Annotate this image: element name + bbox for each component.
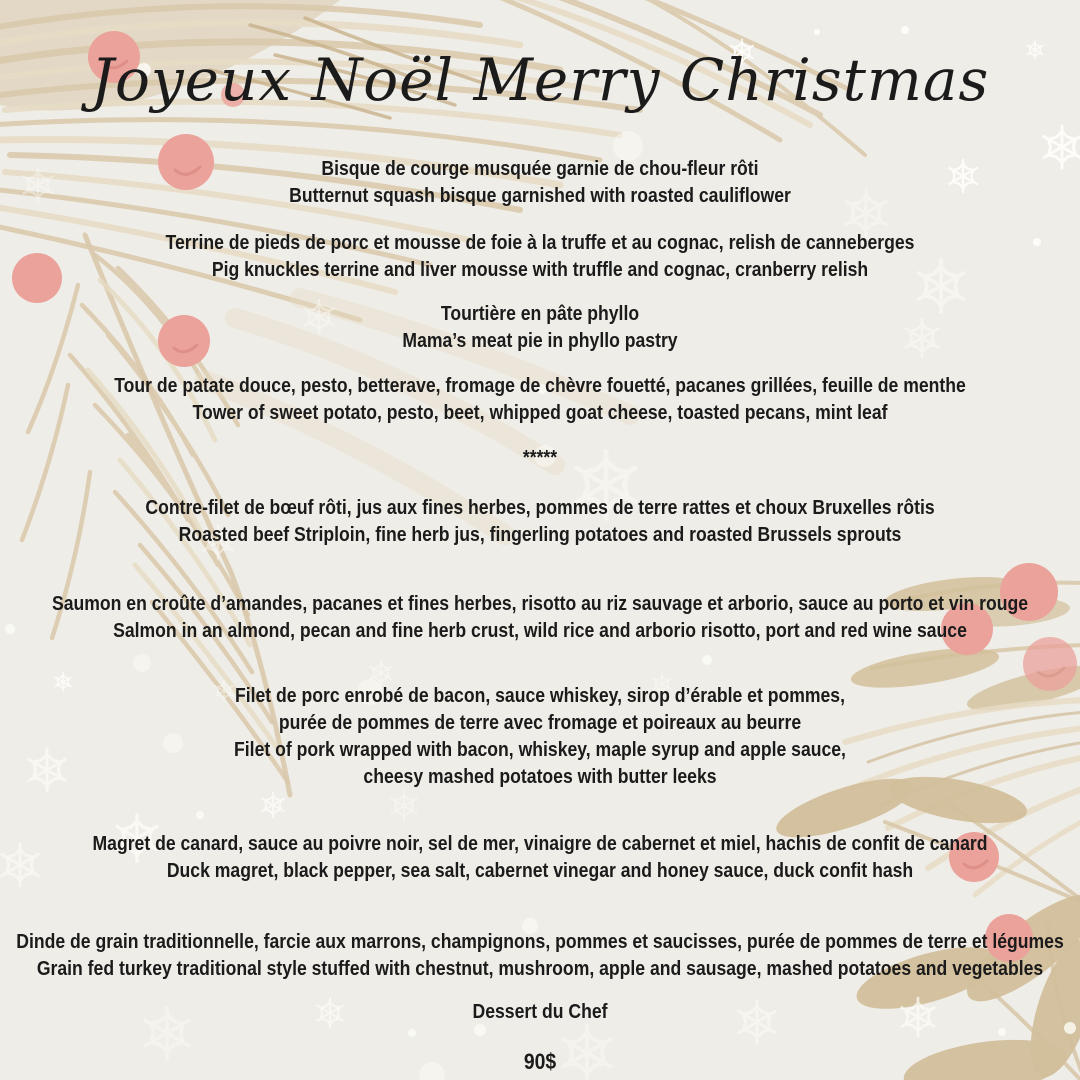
menu-line: Tourtière en pâte phyllo (440, 303, 640, 325)
menu-section-tourtiere (402, 301, 677, 355)
menu-section-salmon (52, 591, 1028, 645)
menu-line: ***** (522, 447, 558, 469)
menu-line: cheesy mashed potatoes with butter leeks (363, 766, 717, 788)
menu-section-duck-magret (93, 831, 988, 885)
menu-section-pork-filet (234, 683, 846, 791)
menu-line: Magret de canard, sauce au poivre noir, sel de mer, vinaigre de cabernet et miel, hachis de confit de canard (92, 833, 988, 855)
menu-line: Dessert du Chef (472, 1001, 608, 1023)
menu-section-sweet-potato-tower (114, 373, 966, 427)
menu-line: Pig knuckles terrine and liver mousse with truffle and cognac, cranberry relish (211, 259, 869, 281)
menu-line: Butternut squash bisque garnished with roasted cauliflower (289, 185, 791, 207)
menu-line: Roasted beef Striploin, fine herb jus, fingerling potatoes and roasted Brussels sprouts (178, 524, 902, 546)
menu-line: purée de pommes de terre avec fromage et poireaux au beurre (278, 712, 802, 734)
menu-line: Duck magret, black pepper, sea salt, cabernet vinegar and honey sauce, duck confit hash (166, 860, 914, 882)
menu-title: Joyeux Noël Merry Christmas (90, 46, 990, 114)
menu-line: Filet of pork wrapped with bacon, whiskey, maple syrup and apple sauce, (234, 739, 846, 761)
menu-line: Terrine de pieds de porc et mousse de foie à la truffe et au cognac, relish de canneberges (165, 232, 915, 254)
menu-line: Contre-filet de bœuf rôti, jus aux fines herbes, pommes de terre rattes et choux Bruxelles rôtis (145, 497, 935, 519)
menu-section-separator (523, 445, 557, 472)
menu-line: Bisque de courge musquée garnie de chou-fleur rôti (321, 158, 759, 180)
menu-line: Grain fed turkey traditional style stuffed with chestnut, mushroom, apple and sausage, mashed potatoes and vegetables (36, 958, 1044, 980)
menu-line: 90$ (523, 1049, 557, 1074)
menu-line: Tour de patate douce, pesto, betterave, fromage de chèvre fouetté, pacanes grillées, feuille de menthe (114, 375, 966, 397)
menu-line: Saumon en croûte d’amandes, pacanes et fines herbes, risotto au riz sauvage et arborio, sauce au porto et vin rouge (51, 593, 1029, 615)
menu-line: Tower of sweet potato, pesto, beet, whipped goat cheese, toasted pecans, mint leaf (192, 402, 888, 424)
menu-section-beef-striploin (145, 495, 934, 549)
menu-section-dessert (473, 999, 608, 1026)
menu-section-price (524, 1048, 556, 1075)
menu-sections (16, 156, 1064, 1075)
menu-section-squash-bisque (289, 156, 791, 210)
menu-section-turkey (16, 929, 1064, 983)
menu-section-pork-terrine (166, 230, 915, 284)
menu-line: Filet de porc enrobé de bacon, sauce whiskey, sirop d’érable et pommes, (234, 685, 845, 707)
menu-line: Dinde de grain traditionnelle, farcie aux marrons, champignons, pommes et saucisses, purée de pommes de terre et légumes (16, 931, 1064, 953)
menu-line: Mama’s meat pie in phyllo pastry (402, 330, 678, 352)
menu-line: Salmon in an almond, pecan and fine herb crust, wild rice and arborio risotto, port and red wine sauce (113, 620, 967, 642)
